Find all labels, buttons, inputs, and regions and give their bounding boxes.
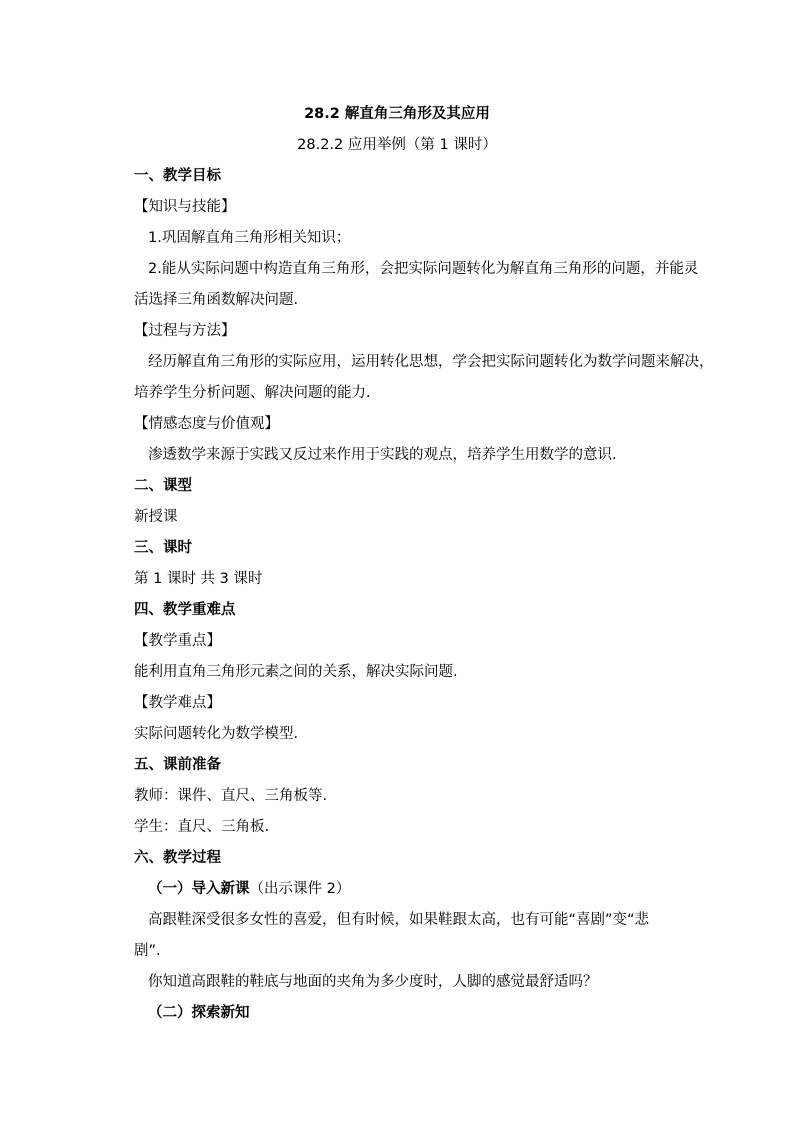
paragraph-preparation-teacher: 教师：课件、直尺、三角板等. [134, 788, 328, 804]
paragraph-process-1a: 经历解直角三角形的实际应用，运用转化思想，学会把实际问题转化为数学问题来解决， [148, 354, 714, 370]
paragraph-introduction-1a: 高跟鞋深受很多女性的喜爱，但有时候，如果鞋跟太高，也有可能“喜剧”变“悲 [148, 912, 650, 928]
paragraph-class-hours: 第 1 课时 共 3 课时 [134, 571, 263, 587]
paragraph-emotion-1: 渗透数学来源于实践又反过来作用于实践的观点，培养学生用数学的意识. [148, 447, 617, 463]
section-heading-teaching-process: 六、教学过程 [134, 850, 221, 866]
document-subtitle: 28.2.2 应用举例（第 1 课时） [297, 137, 497, 153]
subheading-difficult-point: 【教学难点】 [134, 695, 221, 711]
section-heading-objectives: 一、教学目标 [134, 168, 221, 184]
paragraph-lesson-type: 新授课 [134, 509, 178, 525]
paragraph-knowledge-2a: 2.能从实际问题中构造直角三角形，会把实际问题转化为解直角三角形的问题，并能灵 [148, 261, 699, 277]
paragraph-knowledge-1: 1.巩固解直角三角形相关知识； [148, 230, 351, 246]
paragraph-preparation-student: 学生：直尺、三角板. [134, 819, 270, 835]
paragraph-difficult-point: 实际问题转化为数学模型. [134, 726, 299, 742]
paragraph-knowledge-2b: 活选择三角函数解决问题. [134, 292, 299, 308]
section-heading-lesson-type: 二、课型 [134, 478, 192, 494]
subheading-process-method: 【过程与方法】 [134, 323, 236, 339]
section-heading-preparation: 五、课前准备 [134, 757, 221, 773]
document-title: 28.2 解直角三角形及其应用 [304, 106, 490, 122]
section-heading-key-points: 四、教学重难点 [134, 602, 236, 618]
paragraph-key-point: 能利用直角三角形元素之间的关系，解决实际问题. [134, 664, 458, 680]
subheading-explore-new-knowledge: （二）探索新知 [148, 1005, 250, 1021]
paragraph-introduction-1b: 剧”. [134, 943, 161, 959]
introduction-courseware-note: （出示课件 2） [249, 881, 351, 897]
subheading-key-point: 【教学重点】 [134, 633, 221, 649]
section-heading-class-hours: 三、课时 [134, 540, 192, 556]
subheading-knowledge-skills: 【知识与技能】 [134, 199, 236, 215]
subheading-emotion-values: 【情感态度与价值观】 [134, 416, 279, 432]
paragraph-process-1b: 培养学生分析问题、解决问题的能力. [134, 385, 371, 401]
paragraph-introduction-question: 你知道高跟鞋的鞋底与地面的夹角为多少度时，人脚的感觉最舒适吗？ [148, 974, 598, 990]
introduction-title: （一）导入新课 [148, 881, 250, 897]
subheading-introduction [148, 879, 350, 899]
